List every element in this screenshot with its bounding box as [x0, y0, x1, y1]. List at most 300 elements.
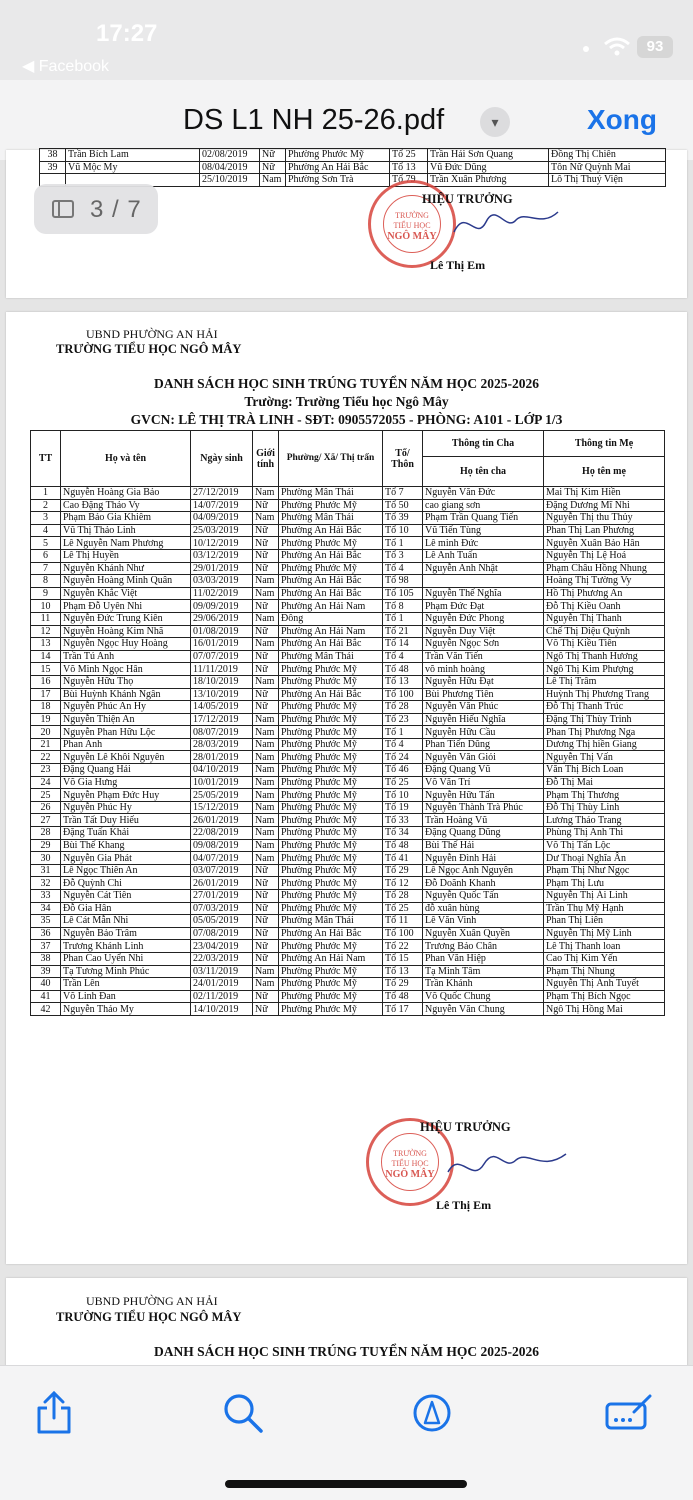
student-name: Đặng Quang Hải: [61, 764, 191, 777]
birth-date: 22/08/2019: [191, 827, 253, 840]
group: Tổ 7: [383, 487, 423, 500]
birth-date: 03/12/2019: [191, 549, 253, 562]
ward: Phường Phước Mỹ: [279, 499, 383, 512]
father-name: Nguyễn Văn Phúc: [423, 701, 544, 714]
ward: Phường Phước Mỹ: [279, 751, 383, 764]
back-to-app-link[interactable]: ◀ Facebook: [22, 58, 110, 75]
ward: Phường Phước Mỹ: [279, 965, 383, 978]
father-name: Võ Văn Trí: [423, 776, 544, 789]
ward: Phường An Hải Bắc: [279, 927, 383, 940]
bottom-toolbar: [0, 1365, 693, 1500]
gender: Nam: [253, 738, 279, 751]
birth-date: 03/11/2019: [191, 965, 253, 978]
mother-name: Đỗ Thị Thùy Linh: [544, 801, 665, 814]
father-name: Trần Xuân Phương: [428, 174, 549, 187]
header-name: Họ và tên: [61, 431, 191, 487]
school-stamp: TRƯỜNG TIỂU HỌC NGÔ MÂY: [366, 1118, 454, 1206]
father-name: Lê Ngọc Anh Nguyên: [423, 864, 544, 877]
father-name: Phan Văn Hiệp: [423, 952, 544, 965]
edit-text-icon[interactable]: [604, 1388, 654, 1438]
row-number: 42: [31, 1003, 61, 1016]
group: Tổ 24: [383, 751, 423, 764]
ward: Phường An Hải Nam: [279, 600, 383, 613]
row-number: 14: [31, 650, 61, 663]
gender: Nữ: [253, 688, 279, 701]
gender: Nữ: [253, 990, 279, 1003]
row-number: 41: [31, 990, 61, 1003]
header-father-info: Thông tin Cha: [423, 431, 544, 457]
ward: Phường An Hải Bắc: [279, 524, 383, 537]
org-name: UBND PHƯỜNG AN HẢI: [86, 1294, 218, 1308]
group: Tổ 21: [383, 625, 423, 638]
mother-name: Đặng Thị Thùy Trinh: [544, 713, 665, 726]
row-number: 9: [31, 587, 61, 600]
ward: Phường Phước Mỹ: [279, 764, 383, 777]
gender: Nam: [253, 814, 279, 827]
birth-date: 01/08/2019: [191, 625, 253, 638]
group: Tổ 79: [390, 174, 428, 187]
student-name: Võ Minh Ngọc Hân: [61, 663, 191, 676]
table-row: [31, 990, 665, 1003]
gender: Nữ: [260, 161, 286, 174]
mother-name: Lương Thảo Trang: [544, 814, 665, 827]
father-name: Nguyễn Văn Giỏi: [423, 751, 544, 764]
group: Tổ 29: [383, 864, 423, 877]
table-row: [31, 1003, 665, 1016]
ward: Phường Phước Mỹ: [279, 675, 383, 688]
table-row: [31, 499, 665, 512]
mother-name: Ngô Thị Hồng Mai: [544, 1003, 665, 1016]
mother-name: Đỗ Thị Kiều Oanh: [544, 600, 665, 613]
student-name: Trần Lên: [61, 978, 191, 991]
row-number: 24: [31, 776, 61, 789]
table-row: [31, 587, 665, 600]
father-name: Nguyễn Hữu Tấn: [423, 789, 544, 802]
father-name: Nguyễn Thành Trà Phúc: [423, 801, 544, 814]
row-number: 36: [31, 927, 61, 940]
ward: Phường An Hải Bắc: [279, 587, 383, 600]
ward: Phường Phước Mỹ: [279, 814, 383, 827]
home-indicator: [225, 1480, 467, 1488]
birth-date: 08/07/2019: [191, 726, 253, 739]
gender: Nam: [260, 174, 286, 187]
table-row: [31, 713, 665, 726]
gender: Nam: [253, 512, 279, 525]
father-name: Vũ Tiến Tùng: [423, 524, 544, 537]
father-name: cao giang sơn: [423, 499, 544, 512]
father-name: Nguyễn Đình Hải: [423, 852, 544, 865]
ward: Phường Phước Mỹ: [279, 902, 383, 915]
table-row: [31, 877, 665, 890]
gender: Nam: [253, 801, 279, 814]
student-name: Vũ Thị Thảo Linh: [61, 524, 191, 537]
father-name: Đặng Quang Dũng: [423, 827, 544, 840]
ward: Đông: [279, 612, 383, 625]
mother-name: Huỳnh Thị Phương Trang: [544, 688, 665, 701]
table-row: [31, 562, 665, 575]
gender: Nữ: [253, 915, 279, 928]
birth-date: 26/01/2019: [191, 814, 253, 827]
principal-title: HIỆU TRƯỞNG: [420, 1120, 511, 1134]
group: Tổ 41: [383, 852, 423, 865]
ward: Phường Phước Mỹ: [279, 562, 383, 575]
school-subtitle: Trường: Trường Tiểu học Ngô Mây: [244, 394, 449, 409]
father-name: Đặng Quang Vũ: [423, 764, 544, 777]
student-name: Lê Ngọc Thiên An: [61, 864, 191, 877]
row-number: 8: [31, 575, 61, 588]
mother-name: Nguyễn Thị Ánh Tuyết: [544, 978, 665, 991]
table-row: [31, 814, 665, 827]
table-row: [31, 776, 665, 789]
gender: Nữ: [253, 952, 279, 965]
ward: Phường Phước Mỹ: [279, 864, 383, 877]
student-name: Trương Khánh Linh: [61, 940, 191, 953]
group: Tổ 1: [383, 612, 423, 625]
header-group: Tổ/ Thôn: [383, 431, 423, 487]
gender: Nam: [253, 839, 279, 852]
table-row: [31, 890, 665, 903]
table-row: [31, 738, 665, 751]
birth-date: 14/07/2019: [191, 499, 253, 512]
mother-name: Phùng Thị Anh Thi: [544, 827, 665, 840]
signal-icon: [583, 46, 589, 52]
mother-name: Trần Thụ Mỹ Hạnh: [544, 902, 665, 915]
student-name: Nguyễn Hữu Thọ: [61, 675, 191, 688]
mother-name: Đỗ Thị Thanh Trúc: [544, 701, 665, 714]
birth-date: 07/08/2019: [191, 927, 253, 940]
group: Tổ 22: [383, 940, 423, 953]
student-name: Phạm Bảo Gia Khiêm: [61, 512, 191, 525]
father-name: Đỗ Doãnh Khanh: [423, 877, 544, 890]
group: Tổ 28: [383, 701, 423, 714]
row-number: 30: [31, 852, 61, 865]
table-row: [31, 537, 665, 550]
table-row: [31, 512, 665, 525]
father-name: võ minh hoàng: [423, 663, 544, 676]
principal-title: HIỆU TRƯỞNG: [422, 192, 513, 206]
group: Tổ 100: [383, 927, 423, 940]
student-name: Trần Bích Lam: [66, 149, 200, 162]
done-button[interactable]: Xong: [587, 104, 657, 135]
pdf-viewer[interactable]: [0, 149, 693, 1365]
mother-name: Mai Thị Kim Hiền: [544, 487, 665, 500]
row-number: 23: [31, 764, 61, 777]
gender: Nữ: [253, 864, 279, 877]
ward: Phường An Hải Bắc: [279, 575, 383, 588]
mother-name: Nguyễn Thị Vấn: [544, 751, 665, 764]
list-title: DANH SÁCH HỌC SINH TRÚNG TUYỂN NĂM HỌC 2025-2026: [153, 1344, 540, 1359]
mother-name: Nguyễn Thị Mỹ Linh: [544, 927, 665, 940]
father-name: Trần Văn Tiến: [423, 650, 544, 663]
student-name: Trần Tất Duy Hiếu: [61, 814, 191, 827]
group: Tổ 19: [383, 801, 423, 814]
birth-date: 11/02/2019: [191, 587, 253, 600]
group: Tổ 4: [383, 650, 423, 663]
birth-date: 10/01/2019: [191, 776, 253, 789]
gender: Nữ: [253, 562, 279, 575]
birth-date: 28/01/2019: [191, 751, 253, 764]
header-mother-info: Thông tin Mẹ: [544, 431, 665, 457]
father-name: Nguyễn Đức Phong: [423, 612, 544, 625]
ward: Phường Mân Thái: [279, 915, 383, 928]
birth-date: 09/08/2019: [191, 839, 253, 852]
header-ward: Phường/ Xã/ Thị trấn: [279, 431, 383, 487]
birth-date: 23/04/2019: [191, 940, 253, 953]
father-name: Nguyễn Quốc Tấn: [423, 890, 544, 903]
mother-name: Nguyễn Thị thu Thủy: [544, 512, 665, 525]
student-name: Phan Anh: [61, 738, 191, 751]
birth-date: 05/05/2019: [191, 915, 253, 928]
gender: Nam: [253, 827, 279, 840]
ward: Phường Phước Mỹ: [279, 990, 383, 1003]
father-name: Vũ Đức Dũng: [428, 161, 549, 174]
ward: Phường Phước Mỹ: [279, 713, 383, 726]
birth-date: 09/09/2019: [191, 600, 253, 613]
markup-icon[interactable]: [407, 1388, 457, 1438]
mother-name: Ngô Thị Thanh Hương: [544, 650, 665, 663]
mother-name: Phạm Thị Nhung: [544, 965, 665, 978]
father-name: Trần Hoàng Vũ: [423, 814, 544, 827]
table-row: [31, 852, 665, 865]
table-row: [31, 524, 665, 537]
chevron-down-icon[interactable]: ▾: [480, 107, 510, 137]
gender: Nam: [253, 587, 279, 600]
student-name: Nguyễn Lê Khôi Nguyên: [61, 751, 191, 764]
row-number: 11: [31, 612, 61, 625]
group: Tổ 46: [383, 764, 423, 777]
birth-date: 29/06/2019: [191, 612, 253, 625]
student-name: Nguyễn Ngọc Huy Hoàng: [61, 638, 191, 651]
mother-name: Phạm Thị Thương: [544, 789, 665, 802]
homeroom-teacher-line: GVCN: LÊ THỊ TRÀ LINH - SĐT: 0905572055 - PHÒNG: A101 - LỚP 1/3: [130, 412, 563, 427]
birth-date: 26/01/2019: [191, 877, 253, 890]
birth-date: 04/10/2019: [191, 764, 253, 777]
mother-name: Võ Thị Kiều Tiên: [544, 638, 665, 651]
group: Tổ 10: [383, 789, 423, 802]
search-icon[interactable]: [218, 1388, 268, 1438]
group: Tổ 14: [383, 638, 423, 651]
principal-name: Lê Thị Em: [430, 258, 486, 272]
header-gender: Giới tính: [253, 431, 279, 487]
ward: Phường Phước Mỹ: [279, 801, 383, 814]
student-name: Nguyễn Hoàng Minh Quân: [61, 575, 191, 588]
group: Tổ 34: [383, 827, 423, 840]
student-name: Nguyễn Gia Phát: [61, 852, 191, 865]
group: Tổ 17: [383, 1003, 423, 1016]
ward: Phường Phước Mỹ: [279, 940, 383, 953]
birth-date: 25/05/2019: [191, 789, 253, 802]
group: Tổ 25: [383, 902, 423, 915]
gender: Nam: [253, 965, 279, 978]
table-row: [31, 927, 665, 940]
group: Tổ 4: [383, 562, 423, 575]
birth-date: 17/12/2019: [191, 713, 253, 726]
group: Tổ 1: [383, 726, 423, 739]
student-name: Võ Linh Đan: [61, 990, 191, 1003]
group: Tổ 29: [383, 978, 423, 991]
ward: Phường Phước Mỹ: [279, 776, 383, 789]
student-table-previous: [39, 148, 666, 187]
row-number: 3: [31, 512, 61, 525]
birth-date: 08/04/2019: [200, 161, 260, 174]
father-name: Nguyễn Hữu Đạt: [423, 675, 544, 688]
gender: Nữ: [253, 890, 279, 903]
student-table: [30, 430, 665, 1016]
table-row: [31, 549, 665, 562]
mother-name: Dư Thoại Nghĩa Ân: [544, 852, 665, 865]
group: Tổ 3: [383, 549, 423, 562]
table-row: [31, 600, 665, 613]
table-row: [31, 827, 665, 840]
gender: Nam: [253, 612, 279, 625]
row-number: 32: [31, 877, 61, 890]
mother-name: Văn Thị Bích Loan: [544, 764, 665, 777]
gender: Nữ: [253, 902, 279, 915]
group: Tổ 13: [390, 161, 428, 174]
ward: Phường Phước Mỹ: [279, 663, 383, 676]
mother-name: Chế Thị Diệu Quỳnh: [544, 625, 665, 638]
father-name: Nguyễn Ngọc Sơn: [423, 638, 544, 651]
document-title[interactable]: DS L1 NH 25-26.pdf: [183, 104, 445, 136]
father-name: Trần Hải Sơn Quang: [428, 149, 549, 162]
student-name: Nguyễn Đức Trung Kiên: [61, 612, 191, 625]
student-name: Nguyễn Thiện An: [61, 713, 191, 726]
gender: Nam: [253, 575, 279, 588]
father-name: Võ Quốc Chung: [423, 990, 544, 1003]
mother-name: Đồng Thị Chiên: [549, 149, 666, 162]
table-row: [31, 701, 665, 714]
table-row: [40, 161, 666, 174]
row-number: 22: [31, 751, 61, 764]
header-tt: TT: [31, 431, 61, 487]
gender: Nam: [253, 675, 279, 688]
student-name: Nguyễn Phạm Đức Huy: [61, 789, 191, 802]
row-number: 10: [31, 600, 61, 613]
table-row: [31, 864, 665, 877]
school-stamp: TRƯỜNG TIỂU HỌC NGÔ MÂY: [368, 180, 456, 268]
row-number: 33: [31, 890, 61, 903]
ward: Phường Phước Mỹ: [279, 1003, 383, 1016]
gender: Nam: [253, 713, 279, 726]
student-name: Nguyễn Hoàng Gia Bảo: [61, 487, 191, 500]
student-name: Vũ Mộc My: [66, 161, 200, 174]
ward: Phường An Hải Bắc: [286, 161, 390, 174]
row-number: 25: [31, 789, 61, 802]
gender: Nữ: [253, 600, 279, 613]
row-number: 4: [31, 524, 61, 537]
row-number: 13: [31, 638, 61, 651]
row-number: 15: [31, 663, 61, 676]
ward: Phường Mân Thái: [279, 650, 383, 663]
birth-date: 04/07/2019: [191, 852, 253, 865]
birth-date: 29/01/2019: [191, 562, 253, 575]
mother-name: Phan Thị Phương Nga: [544, 726, 665, 739]
ward: Phường An Hải Nam: [279, 625, 383, 638]
birth-date: 02/11/2019: [191, 990, 253, 1003]
share-icon[interactable]: [29, 1388, 79, 1438]
mother-name: Hoàng Thị Tường Vy: [544, 575, 665, 588]
birth-date: 15/12/2019: [191, 801, 253, 814]
student-name: Cao Đặng Thảo Vy: [61, 499, 191, 512]
ward: Phường Mân Thái: [279, 487, 383, 500]
mother-name: Võ Thị Tấn Lộc: [544, 839, 665, 852]
student-name: Nguyễn Khánh Như: [61, 562, 191, 575]
student-name: Võ Gia Hưng: [61, 776, 191, 789]
school-name: TRƯỜNG TIỂU HỌC NGÔ MÂY: [56, 1310, 242, 1324]
table-row: [31, 801, 665, 814]
birth-date: 04/09/2019: [191, 512, 253, 525]
father-name: Nguyễn Xuân Quyền: [423, 927, 544, 940]
ward: Phường An Hải Bắc: [279, 549, 383, 562]
org-name: UBND PHƯỜNG AN HẢI: [86, 327, 218, 341]
father-name: Lê minh Đức: [423, 537, 544, 550]
row-number: 17: [31, 688, 61, 701]
row-number: 39: [40, 161, 66, 174]
father-name: Nguyễn Văn Đức: [423, 487, 544, 500]
father-name: Phạm Đức Đạt: [423, 600, 544, 613]
gender: Nam: [253, 789, 279, 802]
birth-date: 16/01/2019: [191, 638, 253, 651]
mother-name: Phan Thị Liên: [544, 915, 665, 928]
table-row: [31, 764, 665, 777]
group: Tổ 48: [383, 663, 423, 676]
row-number: 2: [31, 499, 61, 512]
gender: Nữ: [253, 537, 279, 550]
mother-name: Dương Thị hiền Giang: [544, 738, 665, 751]
birth-date: 14/10/2019: [191, 1003, 253, 1016]
gender: Nam: [253, 751, 279, 764]
table-row: [31, 965, 665, 978]
group: Tổ 13: [383, 965, 423, 978]
row-number: 34: [31, 902, 61, 915]
birth-date: 28/03/2019: [191, 738, 253, 751]
table-row: [31, 915, 665, 928]
student-name: Nguyễn Phúc An Hy: [61, 701, 191, 714]
group: Tổ 39: [383, 512, 423, 525]
gender: Nam: [253, 726, 279, 739]
student-name: Nguyễn Bảo Trâm: [61, 927, 191, 940]
group: Tổ 28: [383, 890, 423, 903]
battery-icon: 93: [637, 36, 673, 58]
page-count: 3 / 7: [90, 196, 142, 223]
student-name: Nguyễn Phúc Hy: [61, 801, 191, 814]
father-name: Nguyễn Văn Chung: [423, 1003, 544, 1016]
gender: Nữ: [253, 499, 279, 512]
table-row: [31, 902, 665, 915]
row-number: 20: [31, 726, 61, 739]
mother-name: Nguyễn Thị Thanh: [544, 612, 665, 625]
group: Tổ 8: [383, 600, 423, 613]
father-name: Nguyễn Thế Nghĩa: [423, 587, 544, 600]
header-mother-name: Họ tên mẹ: [544, 457, 665, 487]
ward: Phường Phước Mỹ: [279, 827, 383, 840]
group: Tổ 13: [383, 675, 423, 688]
row-number: 12: [31, 625, 61, 638]
table-row: [31, 663, 665, 676]
pdf-page-current: [6, 312, 687, 1264]
father-name: Tạ Minh Tâm: [423, 965, 544, 978]
group: Tổ 25: [390, 149, 428, 162]
gender: Nữ: [260, 149, 286, 162]
group: Tổ 48: [383, 990, 423, 1003]
father-name: Nguyễn Hiếu Nghĩa: [423, 713, 544, 726]
page-indicator[interactable]: [34, 184, 158, 234]
row-number: 21: [31, 738, 61, 751]
birth-date: 18/10/2019: [191, 675, 253, 688]
mother-name: Lô Thị Thuý Viện: [549, 174, 666, 187]
list-title: DANH SÁCH HỌC SINH TRÚNG TUYỂN NĂM HỌC 2025-2026: [153, 376, 540, 391]
status-time: 17:27: [96, 20, 158, 47]
